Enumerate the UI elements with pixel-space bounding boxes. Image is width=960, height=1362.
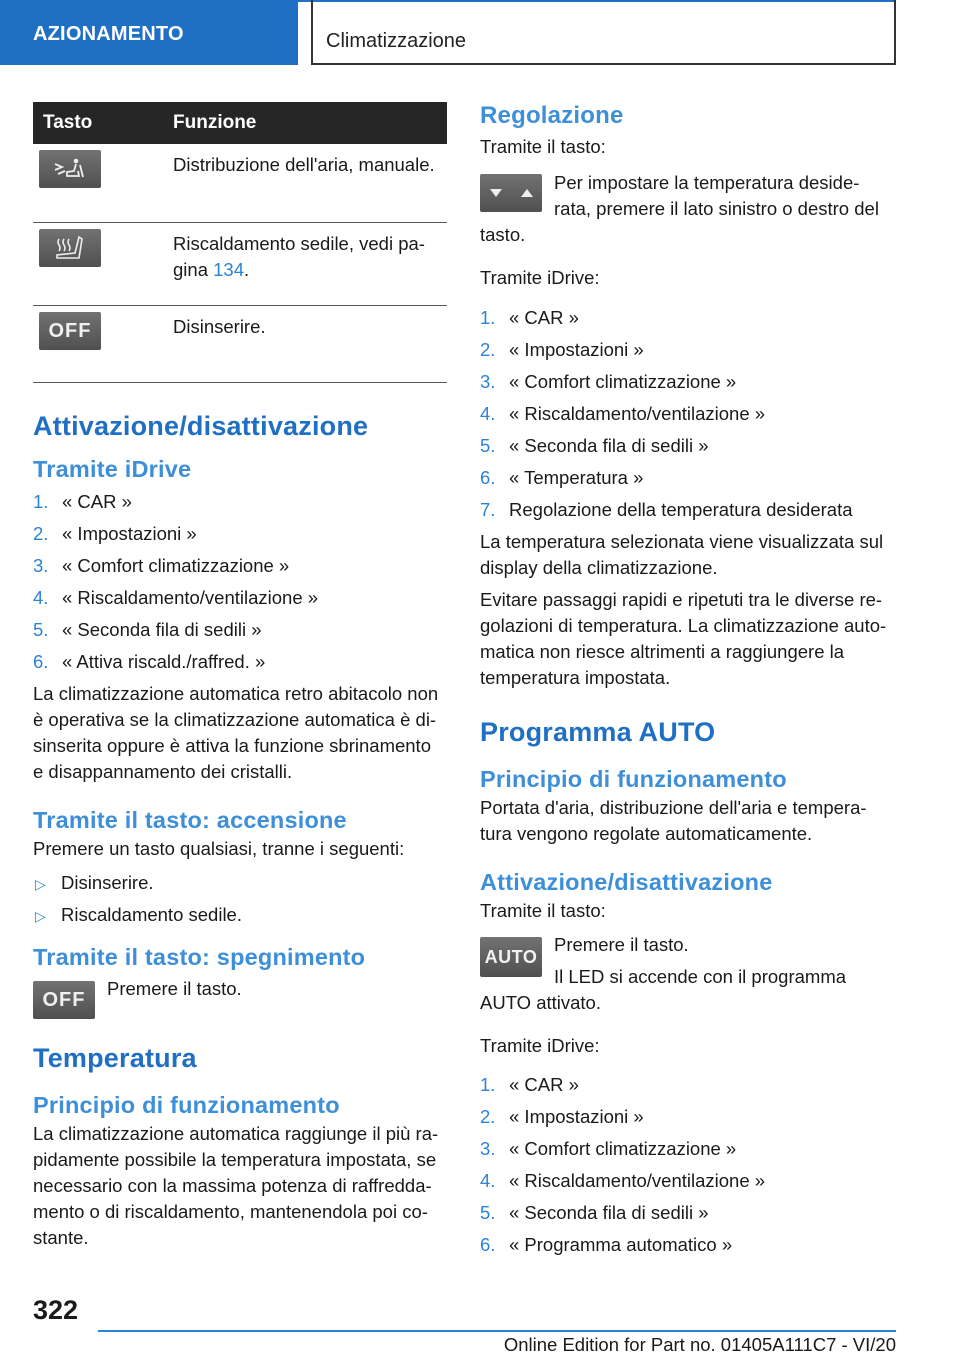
table-cell-function: Distribuzione dell'aria, manuale. [173, 144, 447, 223]
list-item: 1. « CAR » [480, 1074, 579, 1095]
heading-key-off: Tramite il tasto: spegnimento [33, 944, 366, 970]
heading-principle-auto: Principio di funzionamento [480, 766, 787, 792]
triangle-bullet-icon: ▷ [35, 876, 46, 892]
heading-activation: Attivazione/disattivazione [33, 411, 369, 441]
heading-key-on: Tramite il tasto: accensione [33, 807, 347, 833]
exceptions-list [33, 870, 447, 934]
list-item: 3. « Comfort climatizzazione » [480, 371, 737, 392]
left-column [33, 102, 447, 1251]
temperature-rocker-icon [480, 174, 542, 212]
table-row [33, 306, 447, 383]
list-item: 6. « Attiva riscald./raffred. » [33, 651, 266, 672]
list-item: 2. « Impostazioni » [480, 339, 644, 360]
auto-key-row [480, 934, 895, 989]
list-item: 4. « Riscaldamento/ventilazione » [33, 587, 319, 608]
temperature-key-instruction: Per impostare la temperatura deside- rata, premere il lato sinistro o destro del [554, 172, 879, 219]
via-idrive-label-2: Tramite iDrive: [480, 1035, 600, 1056]
list-item: 4. « Riscaldamento/ventilazione » [480, 403, 766, 424]
key-function-table [33, 102, 447, 383]
via-idrive-label: Tramite iDrive: [480, 267, 600, 288]
header-right-rule [894, 0, 896, 65]
list-item: 5. « Seconda fila di sedili » [480, 1202, 709, 1223]
list-item: 1. « CAR » [33, 491, 132, 512]
via-key-label-2: Tramite il tasto: [480, 900, 606, 921]
paragraph-key-on: Premere un tasto qualsiasi, tranne i seguenti: [33, 838, 405, 859]
table-cell-function [173, 223, 447, 306]
heading-temperature: Temperatura [33, 1043, 197, 1073]
page-link-134[interactable]: 134 [213, 259, 244, 280]
regulation-steps-list [480, 305, 895, 529]
list-item: 1. « CAR » [480, 307, 579, 328]
seat-heating-text: Riscaldamento sedile, vedi pa- [173, 233, 425, 254]
table-row [33, 144, 447, 223]
seat-heating-text-2: gina [173, 259, 214, 280]
list-item: 2. « Impostazioni » [33, 523, 197, 544]
table-header-key: Tasto [33, 102, 173, 144]
right-column [480, 102, 895, 1264]
list-item: 4. « Riscaldamento/ventilazione » [480, 1170, 766, 1191]
seat-heating-suffix: . [244, 259, 250, 280]
heading-principle: Principio di funzionamento [33, 1092, 340, 1118]
table-cell-function: Disinserire. [173, 306, 447, 383]
heading-auto-program: Programma AUTO [480, 717, 716, 747]
idrive-steps-list [33, 489, 447, 681]
paragraph-avoid-switching: Evitare passaggi rapidi e ripetuti tra le diverse re- golazioni di temperatura. La climatizzazione auto- matica non riesce altrimenti a raggiungere la temperatura impostata. [480, 589, 887, 688]
chapter-title: Climatizzazione [326, 30, 467, 52]
paragraph-auto-principle: Portata d'aria, distribuzione dell'aria e tempera- tura vengono regolate automaticamente. [480, 797, 867, 844]
list-item: 6. « Programma automatico » [480, 1234, 733, 1255]
temperature-key-row [480, 174, 895, 226]
off-key-icon [39, 312, 101, 350]
off-key-icon: OFF [33, 981, 95, 1019]
list-item: 3. « Comfort climatizzazione » [480, 1138, 737, 1159]
section-tab: AZIONAMENTO [0, 0, 298, 65]
table-header-function: Funzione [173, 102, 447, 144]
off-key-label: OFF [48, 320, 92, 342]
auto-key-instruction: Premere il tasto. [554, 934, 689, 955]
via-key-label: Tramite il tasto: [480, 136, 606, 157]
off-key-instruction: Premere il tasto. [107, 978, 242, 999]
header-left-rule [311, 0, 313, 65]
table-row [33, 223, 447, 306]
triangle-bullet-icon: ▷ [35, 908, 46, 924]
list-item: ▷ Riscaldamento sedile. [33, 902, 447, 934]
heading-auto-activation: Attivazione/disattivazione [480, 869, 773, 895]
paragraph-temperature-principle: La climatizzazione automatica raggiunge il più ra- pidamente possibile la temperatura impostata, se necessario con la massima potenza di raffredda- mento o di riscaldamento, mantenendola poi co- stante. [33, 1123, 439, 1248]
heading-regulation: Regolazione [480, 102, 624, 129]
footer-rule [98, 1330, 896, 1332]
page-number: 322 [33, 1295, 79, 1325]
list-item: 5. « Seconda fila di sedili » [480, 435, 709, 456]
list-item: ▷ Disinserire. [33, 870, 447, 902]
temperature-key-instruction-end: tasto. [480, 224, 526, 245]
footer-edition: Online Edition for Part no. 01405A111C7 - VI/20 [503, 1334, 896, 1355]
air-distribution-icon [39, 150, 101, 188]
auto-led-text: Il LED si accende con il programma [554, 966, 847, 987]
off-key-row [33, 978, 447, 1043]
paragraph-display: La temperatura selezionata viene visualizzata sul display della climatizzazione. [480, 531, 884, 578]
list-item: 7. Regolazione della temperatura desiderata [480, 499, 853, 520]
paragraph-rear-climate: La climatizzazione automatica retro abitacolo non è operativa se la climatizzazione automatica è di- sinserita oppure è attiva la funzione sbrinamento e disappannamento dei cristalli. [33, 683, 439, 782]
auto-key-icon: AUTO [480, 937, 542, 977]
auto-steps-list [480, 1072, 895, 1264]
list-item: 5. « Seconda fila di sedili » [33, 619, 262, 640]
seat-heating-icon [39, 229, 101, 267]
list-item: 2. « Impostazioni » [480, 1106, 644, 1127]
auto-led-text-end: AUTO attivato. [480, 992, 601, 1013]
heading-idrive: Tramite iDrive [33, 456, 192, 482]
list-item: 3. « Comfort climatizzazione » [33, 555, 290, 576]
list-item: 6. « Temperatura » [480, 467, 644, 488]
